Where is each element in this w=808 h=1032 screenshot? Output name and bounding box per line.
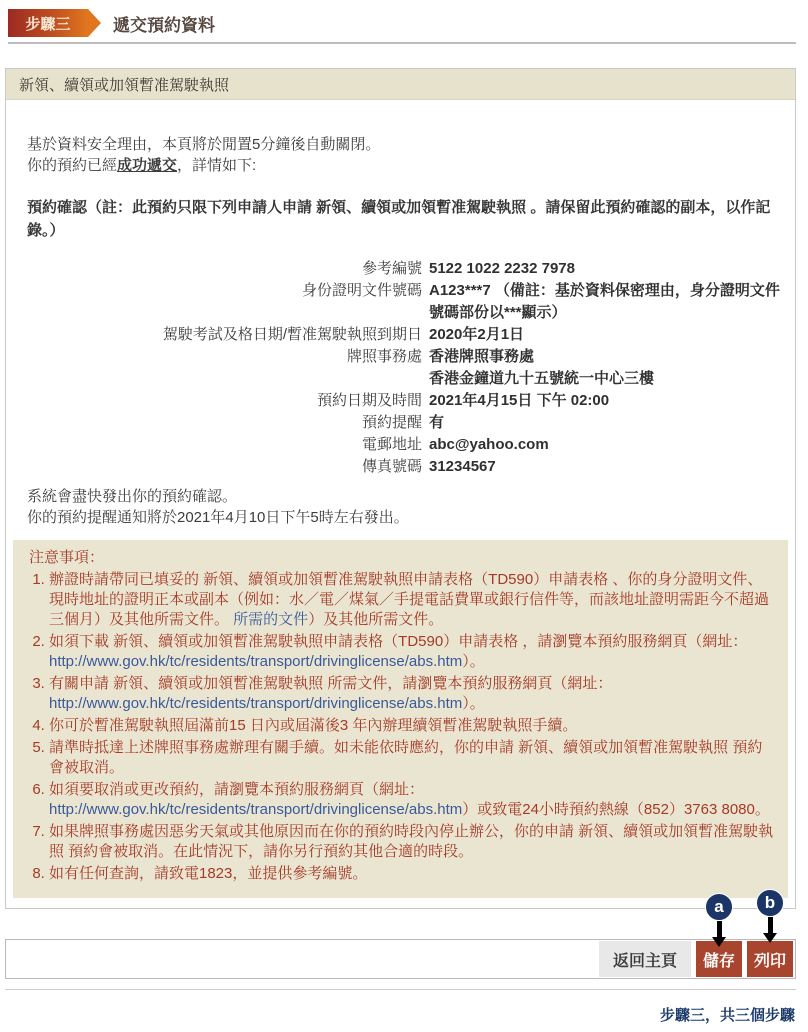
- detail-value: A123***7 （備註：基於資料保密理由，身分證明文件號碼部份以***顯示）: [429, 282, 780, 321]
- detail-value: 香港牌照事務處 香港金鐘道九十五號統一中心三樓: [429, 348, 655, 387]
- annotation-b-arrow: [768, 917, 773, 933]
- step-number-label: 步驟三: [25, 15, 71, 33]
- detail-label: 電郵地址: [361, 436, 422, 453]
- save-button[interactable]: [696, 897, 742, 977]
- notes-heading: 注意事項：: [29, 549, 105, 566]
- detail-label: 傳真號碼: [361, 458, 422, 475]
- back-home-button[interactable]: 返回主頁: [599, 941, 691, 977]
- confirmation-note: 預約確認（註：此預約只限下列申請人申請 新領、續領或加領暫准駕駛執照 。請保留此預約確認的副本，以作記錄。）: [27, 199, 771, 239]
- annotation-b-badge: b: [756, 889, 784, 917]
- confirmation-panel: [5, 68, 796, 909]
- annotation-b-arrowhead-icon: [763, 933, 777, 943]
- note-link[interactable]: 所需的文件: [233, 611, 309, 628]
- post-line-2: 你的預約提醒通知將於2021年4月10日下午5時左右發出。: [27, 509, 409, 526]
- intro-line-1: 基於資料安全理由，本頁將於閒置5分鐘後自動關閉。: [27, 136, 381, 153]
- note-item: 6. 如須要取消或更改預約，請瀏覽本預約服務網頁（網址： http://www.gov.hk/tc/residents/transport/drivinglicense/abs.htm）或致電24小時預約熱線（852）3763 8080。: [49, 780, 776, 820]
- step-title: 遞交預約資料: [113, 15, 215, 35]
- notes-list: [23, 570, 776, 884]
- footer-step-indicator: 步驟三，共三個步驟: [659, 1007, 795, 1024]
- detail-value: 有: [429, 414, 445, 431]
- post-line-1: 系統會盡快發出你的預約確認。: [27, 488, 238, 505]
- panel-header-title: 新領、續領或加領暫准駕駛執照: [19, 76, 230, 94]
- panel-body: [6, 134, 795, 908]
- detail-label: 預約日期及時間: [316, 392, 422, 409]
- step-banner: [8, 8, 796, 38]
- success-emphasis: 成功遞交: [117, 157, 178, 174]
- details-table: [6, 258, 795, 478]
- note-link[interactable]: http://www.gov.hk/tc/residents/transport/drivinglicense/abs.htm: [49, 695, 463, 712]
- step-divider: [8, 42, 796, 44]
- note-link[interactable]: http://www.gov.hk/tc/residents/transport/drivinglicense/abs.htm: [49, 801, 463, 818]
- intro-text: [27, 134, 775, 176]
- note-item: 8. 如有任何查詢，請致電1823，並提供參考編號。: [49, 864, 776, 884]
- detail-value: 31234567: [429, 458, 496, 475]
- note-item: 5. 請準時抵達上述牌照事務處辦理有關手續。如未能依時應約，你的申請 新領、續領或加領暫准駕駛執照 預約會被取消。: [49, 738, 776, 778]
- bottom-divider: [5, 989, 796, 990]
- action-button-row: [5, 893, 796, 979]
- note-item: 4. 你可於暫准駕駛執照屆滿前15 日內或屆滿後3 年內辦理續領暫准駕駛執照手續。: [49, 716, 776, 736]
- note-item: 7. 如果牌照事務處因惡劣天氣或其他原因而在你的預約時段內停止辦公，你的申請 新領、續領或加領暫准駕駛執照 預約會被取消。在此情況下，請你另行預約其他合適的時段。: [49, 822, 776, 862]
- detail-label: 預約提醒: [361, 414, 422, 431]
- note-link[interactable]: http://www.gov.hk/tc/residents/transport/drivinglicense/abs.htm: [49, 653, 463, 670]
- print-button[interactable]: [747, 893, 793, 977]
- note-item: 3. 有關申請 新領、續領或加領暫准駕駛執照 所需文件，請瀏覽本預約服務網頁（網址： http://www.gov.hk/tc/residents/transport/drivinglicense/abs.htm）。: [49, 674, 776, 714]
- annotation-a-arrowhead-icon: [712, 937, 726, 947]
- detail-value: 2021年4月15日 下午 02:00: [429, 392, 610, 409]
- detail-label: 身份證明文件號碼: [301, 282, 422, 299]
- intro-line-2: 你的預約已經成功遞交，詳情如下:: [27, 157, 257, 174]
- panel-header: [6, 69, 795, 100]
- notes-section: [13, 540, 788, 898]
- detail-value: 2020年2月1日: [429, 326, 525, 343]
- step-arrow-icon: [88, 9, 101, 37]
- save-button-label: 儲存: [702, 952, 735, 970]
- step-number-box: [8, 9, 88, 37]
- note-item: 2. 如須下載 新領、續領或加領暫准駕駛執照申請表格（TD590）申請表格 ，請瀏覽本預約服務網頁（網址： http://www.gov.hk/tc/residents/transport/drivinglicense/abs.htm）。: [49, 632, 776, 672]
- annotation-a-arrow: [717, 921, 722, 937]
- detail-value: 5122 1022 2232 7978: [429, 260, 575, 277]
- post-submission-text: [27, 486, 775, 528]
- detail-label: 參考編號: [361, 260, 422, 277]
- print-button-label: 列印: [753, 952, 786, 970]
- detail-label: 牌照事務處: [346, 348, 422, 365]
- detail-value: abc@yahoo.com: [429, 436, 549, 453]
- annotation-a-badge: a: [705, 893, 733, 921]
- note-item: 1. 辦證時請帶同已填妥的 新領、續領或加領暫准駕駛執照申請表格（TD590）申請表格 、你的身分證明文件、現時地址的證明正本或副本（例如：水／電／煤氣／手提電話費單或銀行信件等，而該地址證明需距今不超過三個月）及其他所需文件。 所需的文件）及其他所需文件。: [49, 570, 776, 630]
- detail-label: 駕駛考試及格日期/暫准駕駛執照到期日: [162, 326, 422, 343]
